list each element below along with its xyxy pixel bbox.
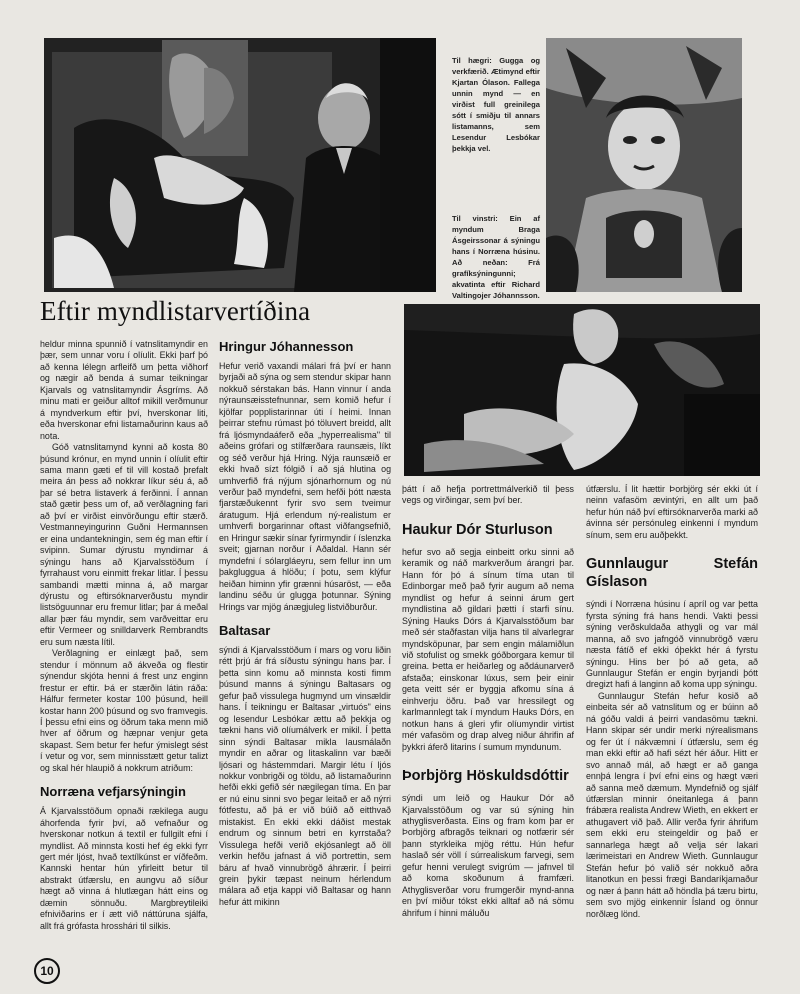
photo-caption-top: Til hægri: Gugga og verkfærið. Ætimynd eftir Kjartan Ólason. Fallega unnin mynd — en virðist full greinilega sótt í smiðju til annars listamanns, sem Lesendur Lesbókar þekkja vel. [452, 56, 540, 153]
article-column-4 [586, 484, 758, 920]
section-heading-baltasar: Baltasar [219, 622, 271, 638]
paragraph: útfærslu. Í lit hættir Þorbjörg sér ekki út í neinn vafasöm ævintýri, en allt um það hefur hún náð því eftirsóknarverða marki að ávinna sér persónuleg einkenni í myndum sínum, sem eru auðþekkt. [586, 484, 758, 540]
article-headline: Eftir myndlistarvertíðina [40, 296, 311, 326]
graphic-print-woman-portrait [546, 38, 742, 292]
section-heading-hringur-johannesson: Hringur Jóhannesson [219, 339, 354, 354]
paragraph: Góð vatnslitamynd kynni að kosta 80 þúsund krónur, en mynd unnin í olíulit eftir sama mann gæti ef til vill kostað þrefalt meira án þess að nokkrar líkur séu á, að þar sé betra listaverk á ferðinni. Í annan stað gætir þess um of, að verðlagning fari að því er virðist einvörðungu eftir stærð. Vestmanneyingurinn Guðni Hermannsen er eina undantekningin, sem ég man eftir í svipinn. Sumar dýrustu myndirnar á sýningu hans að Kjarvalsstöðum í fyrrahaust voru einmitt frekar litlar. Í þessu sambandi mætti minna á, að margar dýrustu og eftirsóknarverðustu myndir listsöguunnar eru fremur litlar; þar á meðal allar þær fáu myndir, sem varðveittar eru eftir Vermeer og snilldarverk Rembrandts eru sum næsta lítil. [40, 442, 208, 647]
exhibition-photo-artist-with-painting [44, 38, 436, 292]
paragraph: sýndi á Kjarvalsstöðum í mars og voru liðin rétt þrjú ár frá síðustu sýningu hans þar. Í þetta sinn komu að minnsta kosti fimm þúsund manns á sýningu Baltasars og gefur það vissulega hugmynd um vinsældir hans. Í teikningu er Baltasar „virtuós" eins og lesendur Lesbókar ættu að þekkja og tækni hans við olíumálverk er mikil. Í þetta sinn sýndi Baltasar mikla lausmálaðn myndir en aðrar og litaskalinn var bæði ljósari og hástemmdari. Margir létu í ljós nokkur vonbrigði og töldu, að listamaðurinn hefði ekki gefið sér nægilegan tíma. En þar er nú einu sinni svo þegar leitað er að nýrri fótfestu, að þá er við búið að eitthvað mistakist. En ekki ekki dáðist mestak endrum og sinnum betri en kyrrstaða? Vissulega hefði verið ekjósanlegt að öll verkin hefðu jafnast á við portrettin, sem báru af hvað vinnubrögð áhrærir. Í þeirri grein þykir tæpast neinum hérlendum málara að etja kappi við Baltasar og hann hefur átt mikinn [219, 644, 391, 907]
paragraph: hefur svo að segja einbeitt orku sinni að keramik og náð markverðum árangri þar. Hann fór þó á sínum tíma utan til Edinborgar með það fyrir augum að nema myndlist og hefur á seinni árum gert myndlistina að gildari þætti í starfi sínu. Sýning Hauks Dórs á Kjarvalsstöðum bar með sér staðfastan vilja hans til alvarlegrar myndsköpunar, þar sem engin málamiðlun við stofulist og smekk góðborgara kemur til greina. Þetta er heiðarleg og aðdáunarverð afstaða; einskonar lúxus, sem þeir einir geta veitt sér er byggja afkomu sína á einhverju öðru. Það var hressilegt og karlmannlegt tak í myndum Hauks Dórs, en notkun hans á gleri yfir olíumyndir virtist mér vafasöm og drap alveg niður áhrifin af þykkri áferð litarins í sumum myndunum. [402, 546, 574, 752]
paragraph: heldur minna spunnið í vatnslitamyndir en þær, sem unnar voru í olíulit. Ekki þarf þó að kenna lélegn arfleifð um þetta viðhorf og nægir að benda á sumar teikningar Kjarvals og vatnslitamyndir Ásgríms. Að minu mati er geiður alltof mikill verðmunur á myndverkum eftir því, hverskonar liti, eða hverskonar efni listamaðurinn kaus að nota. [40, 339, 208, 441]
section-heading-gunnlaugur-stefan-gislason: Gunnlaugur Stefán Gíslason [586, 556, 758, 591]
section-heading-norraena-vefjarsyningin: Norræna vefjarsýningin [40, 784, 186, 800]
article-column-2 [219, 339, 391, 908]
paragraph: Gunnlaugur Stefán hefur kosið að einbeita sér að vatnslitum og er búinn að ná góðu valdi á þeirri vandasömu tækni. Hann skipar sér undir merki nýrealismans og fer út í nákvæmni í útfærslu, sem ég man ekki eftir að hafi sézt hér áður. Hitt er svo annað mál, að hægt er að ganga ennþá lengra í því efni eins og hægt væri að sanna með dæmum. Myndefnið og sjálf útfærslan minnir óneitanlega á þann frábæra realista Andrew Wieth, en ekkert er athugavert við það. Allir verða fyrir áhrifum sem ekki eru steingeldir og það er sannarlega hægt að velja sér lakari lærimeistari en Andrew Wieth. Gunnlaugur Stefán hefur þó valið sér nokkuð aðra litanotkun en þessi frægi Bandaríkjamaður og nær á þann hátt að höndla þá tæru birtu, sem svo mjög einkennir Ísland og önnur norðlæg lönd. [586, 690, 758, 919]
article-column-1 [40, 339, 208, 932]
paragraph: Hefur verið vaxandi málari frá því er hann byrjaði að sýna og sem stendur skipar hann nokkuð sérstakan bás. Hann vinnur í anda nýraunsæisstefnunnar, sem komið hefur í kjölfar popplistarinnar úti í heimi. Innan þeirrar stefnu rúmast þó töluvert breidd, allt frá ljósmyndaáferð eða „hyperrealisma" til aðeins grófari og stílfærðara raunsæis, líkt og séð verður hjá Hring. Nýja raunsæið er ekki hvað sízt fólgið í að sjá hlutina og umhverfið frá nýjum sjónarhornum og nú verður það myndefni, sem hefði þótt næsta fjarstæðukennt fyrir svo sem tveimur áratugum. Hjá erlendum ný-realistum er umhverfi borgarinnar oftast viðfangsefnið, en Hringur sækir sínar fyrirmyndir í íslenzka sveit; gjarnan norður í Aðaldal. Hann sér myndefni í sólargláeyru, sem fellur inn um þakgluggua á hlöðu; í þotu, sem klýfur heiðan himinn yfir grænni húsaröst, — eða landinu séðu úr glugga þotunnar. Sýning Hrings var mjög ánægjuleg listviðburður. [219, 361, 391, 612]
section-heading-thorbjorg-hoskuldsdottir: Þorbjörg Höskuldsdóttir [402, 768, 569, 785]
painting-reclining-figure [404, 304, 760, 476]
photo-caption-bottom: Til vinstri: Ein af myndum Braga Ásgeirssonar á sýningu hans í Norræna húsinu. Að neðan: Frá grafíksýningunni; akvatinta eftir Richard Valtingojer Jóhannsson. [452, 214, 540, 300]
paragraph: Á Kjarvalsstöðum opnaði rækilega augu áhorfenda fyrir því, að vefnaður og hverskonar notkun á textíl er fullgilt efni í myndlist. Að minnsta kosti hef ég ekki fyrr gert mér ljóst, hvað textílkúnst er víðfeðm. Kannski hentar hún yfirleitt betur til abstrakt útfærslu, en aungvu að síður hægt að vinna á hlutlægan hátt eins og dæmin sönnuðu. Margbreytileiki efniviðarins er í ætt við náttúruna sjálfa, allt frá grófasta hrosshári til silkis. [40, 806, 208, 931]
paragraph: sýndi í Norræna húsinu í apríl og var þetta fyrsta sýning frá hans hendi. Vakti þessi sýning verðskuldaða athygli og var mál manna, að svo jafngóð vinnubrögð væru næsta fátíð ef ekki óþekkt hér á fyrstu sýningu. Hins ber þó að geta, að Gunnlaugur Stefán er engin byrjandi þótt dregizt hafi á langinn að koma upp sýningu. [586, 599, 758, 690]
paragraph: þátt í að hefja portrettmálverkið til þess vegs og virðingar, sem því ber. [402, 484, 574, 506]
paragraph: Verðlagning er einlægt það, sem stendur í mönnum að ákveða og flestir sýnendur skjóta henni á frest unz enginn frestur er eftir. Þá er stærðin látin ráða: Hálfur fermeter kostar 100 þúsund, heill kostar hann 200 þúsund og svo framvegis. Í þessu efni eins og öðrum taka menn mið hver af öðrum og hæpnar venjur geta skapast. Sem betur fer hefur ýmislegt sést í vetur og vor, sem minnisstætt getur talizt og skal hér hlaupið á nokkrum atriðum: [40, 648, 208, 773]
article-column-3 [402, 484, 574, 919]
section-heading-haukur-dor-sturluson: Haukur Dór Sturluson [402, 521, 553, 538]
paragraph: sýndi um leið og Haukur Dór að Kjarvalsstöðum og var sú sýning hin athyglisverðasta. Eins og fram kom þar er Þorbjörg afbragðs teiknari og notfærir sér þann styrkleika mjög réttu. Hún hefur haslað sér völl í súrrealiskum farvegi, sem gefur henni verulegt svigrúm — jafnvel til að koma skoðunum á framfæri. Athyglisverðar voru frumgerðir mynd-anna en því miður tókst ekki alltaf að ná sömu áhrifum í hinni máluðu [402, 793, 574, 918]
page-number: 10 [34, 958, 60, 984]
